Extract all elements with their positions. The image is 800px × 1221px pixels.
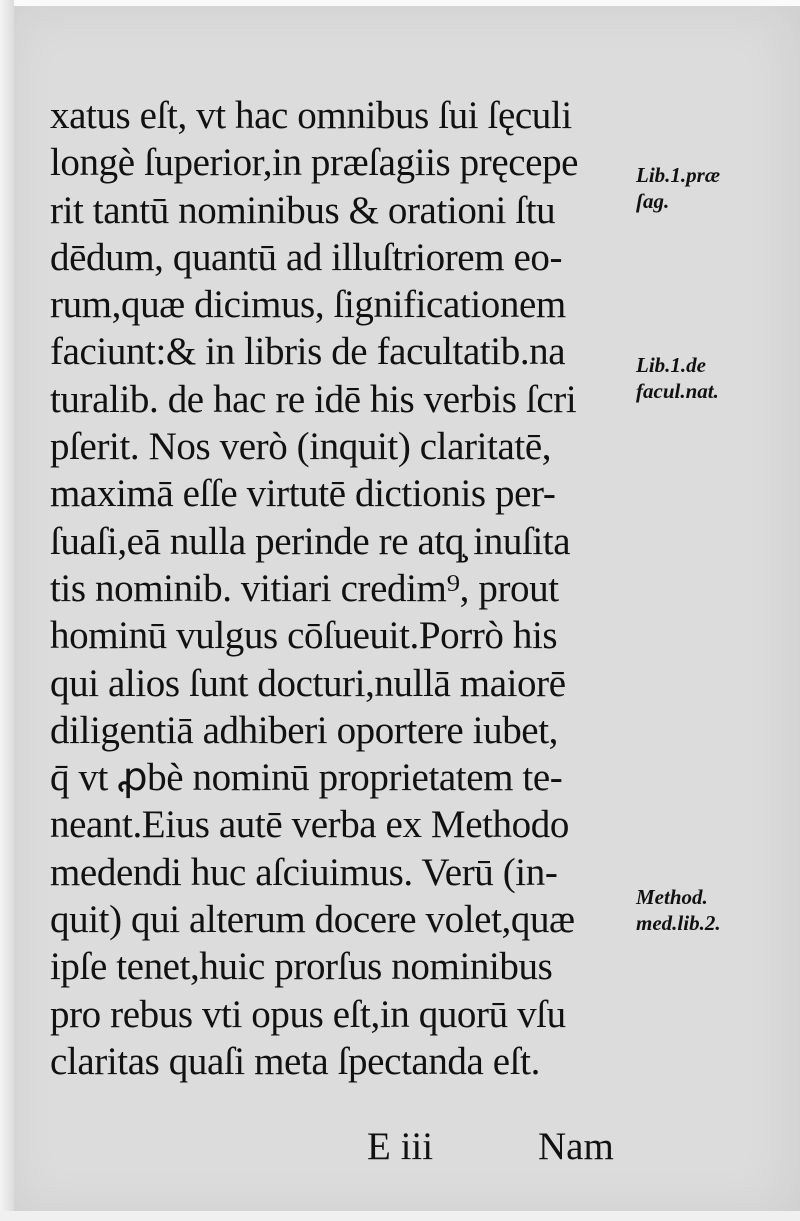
- text-line: claritas quaſi meta ſpectanda eſt.: [50, 1039, 540, 1083]
- text-line: ſuaſi,eā nulla perinde re atq̧ inuſita: [50, 519, 571, 563]
- margin-note-lib1-de-facul: [636, 352, 796, 404]
- margin-note-line: Lib.1.de: [636, 353, 706, 377]
- text-line: rit tantū nominibus & orationi ſtu: [50, 188, 556, 232]
- text-line: ipſe tenet,huic prorſus nominibus: [50, 945, 553, 989]
- text-line: pſerit. Nos verò (inquit) claritatē,: [50, 425, 552, 469]
- text-line: dēdum, quantū ad illuſtriorem eo-: [50, 235, 563, 279]
- margin-note-line: Method.: [636, 885, 708, 909]
- margin-note-line: ſag.: [636, 189, 670, 213]
- margin-note-method-med: [636, 884, 796, 936]
- text-line: faciunt:& in libris de facultatib.na: [50, 330, 566, 374]
- text-line: q̄ vt ꝓbè nominū proprietatem te-: [50, 756, 563, 800]
- text-line: xatus eſt, vt hac omnibus ſui ſęculi: [50, 94, 572, 137]
- main-text-block: [50, 92, 630, 1085]
- margin-note-line: med.lib.2.: [636, 911, 721, 935]
- signature-mark: E iii: [367, 1125, 434, 1168]
- text-line: longè ſuperior,in præſagiis pręcepe: [50, 141, 579, 185]
- text-line: qui alios ſunt docturi,nullā maiorē: [50, 661, 566, 705]
- text-line: turalib. de hac re idē his verbis ſcri: [50, 377, 577, 421]
- page-top-edge: [0, 0, 800, 6]
- text-line: neant.Eius autē verba ex Methodo: [50, 803, 569, 847]
- catchword: Nam: [538, 1125, 614, 1168]
- page-bottom-edge: [0, 1211, 800, 1221]
- text-line: tis nominib. vitiari credim⁹, prout: [50, 566, 559, 610]
- margin-note-line: facul.nat.: [636, 379, 719, 403]
- page-footer: [0, 1122, 800, 1172]
- text-line: rum,quæ dicimus, ſignificationem: [50, 283, 566, 327]
- text-line: medendi huc aſciuimus. Verū (in-: [50, 850, 558, 894]
- text-line: diligentiā adhiberi oportere iubet,: [50, 708, 558, 752]
- text-line: hominū vulgus cōſueuit.Porrò his: [50, 614, 558, 658]
- text-line: maximā eſſe virtutē dictionis per-: [50, 472, 556, 516]
- text-line: pro rebus vti opus eſt,in quorū vſu: [50, 992, 566, 1036]
- page-left-edge: [0, 0, 14, 1221]
- margin-note-line: Lib.1.præ: [636, 163, 720, 187]
- text-line: quit) qui alterum docere volet,quæ: [50, 898, 575, 942]
- margin-note-lib1-praesag: [636, 162, 796, 214]
